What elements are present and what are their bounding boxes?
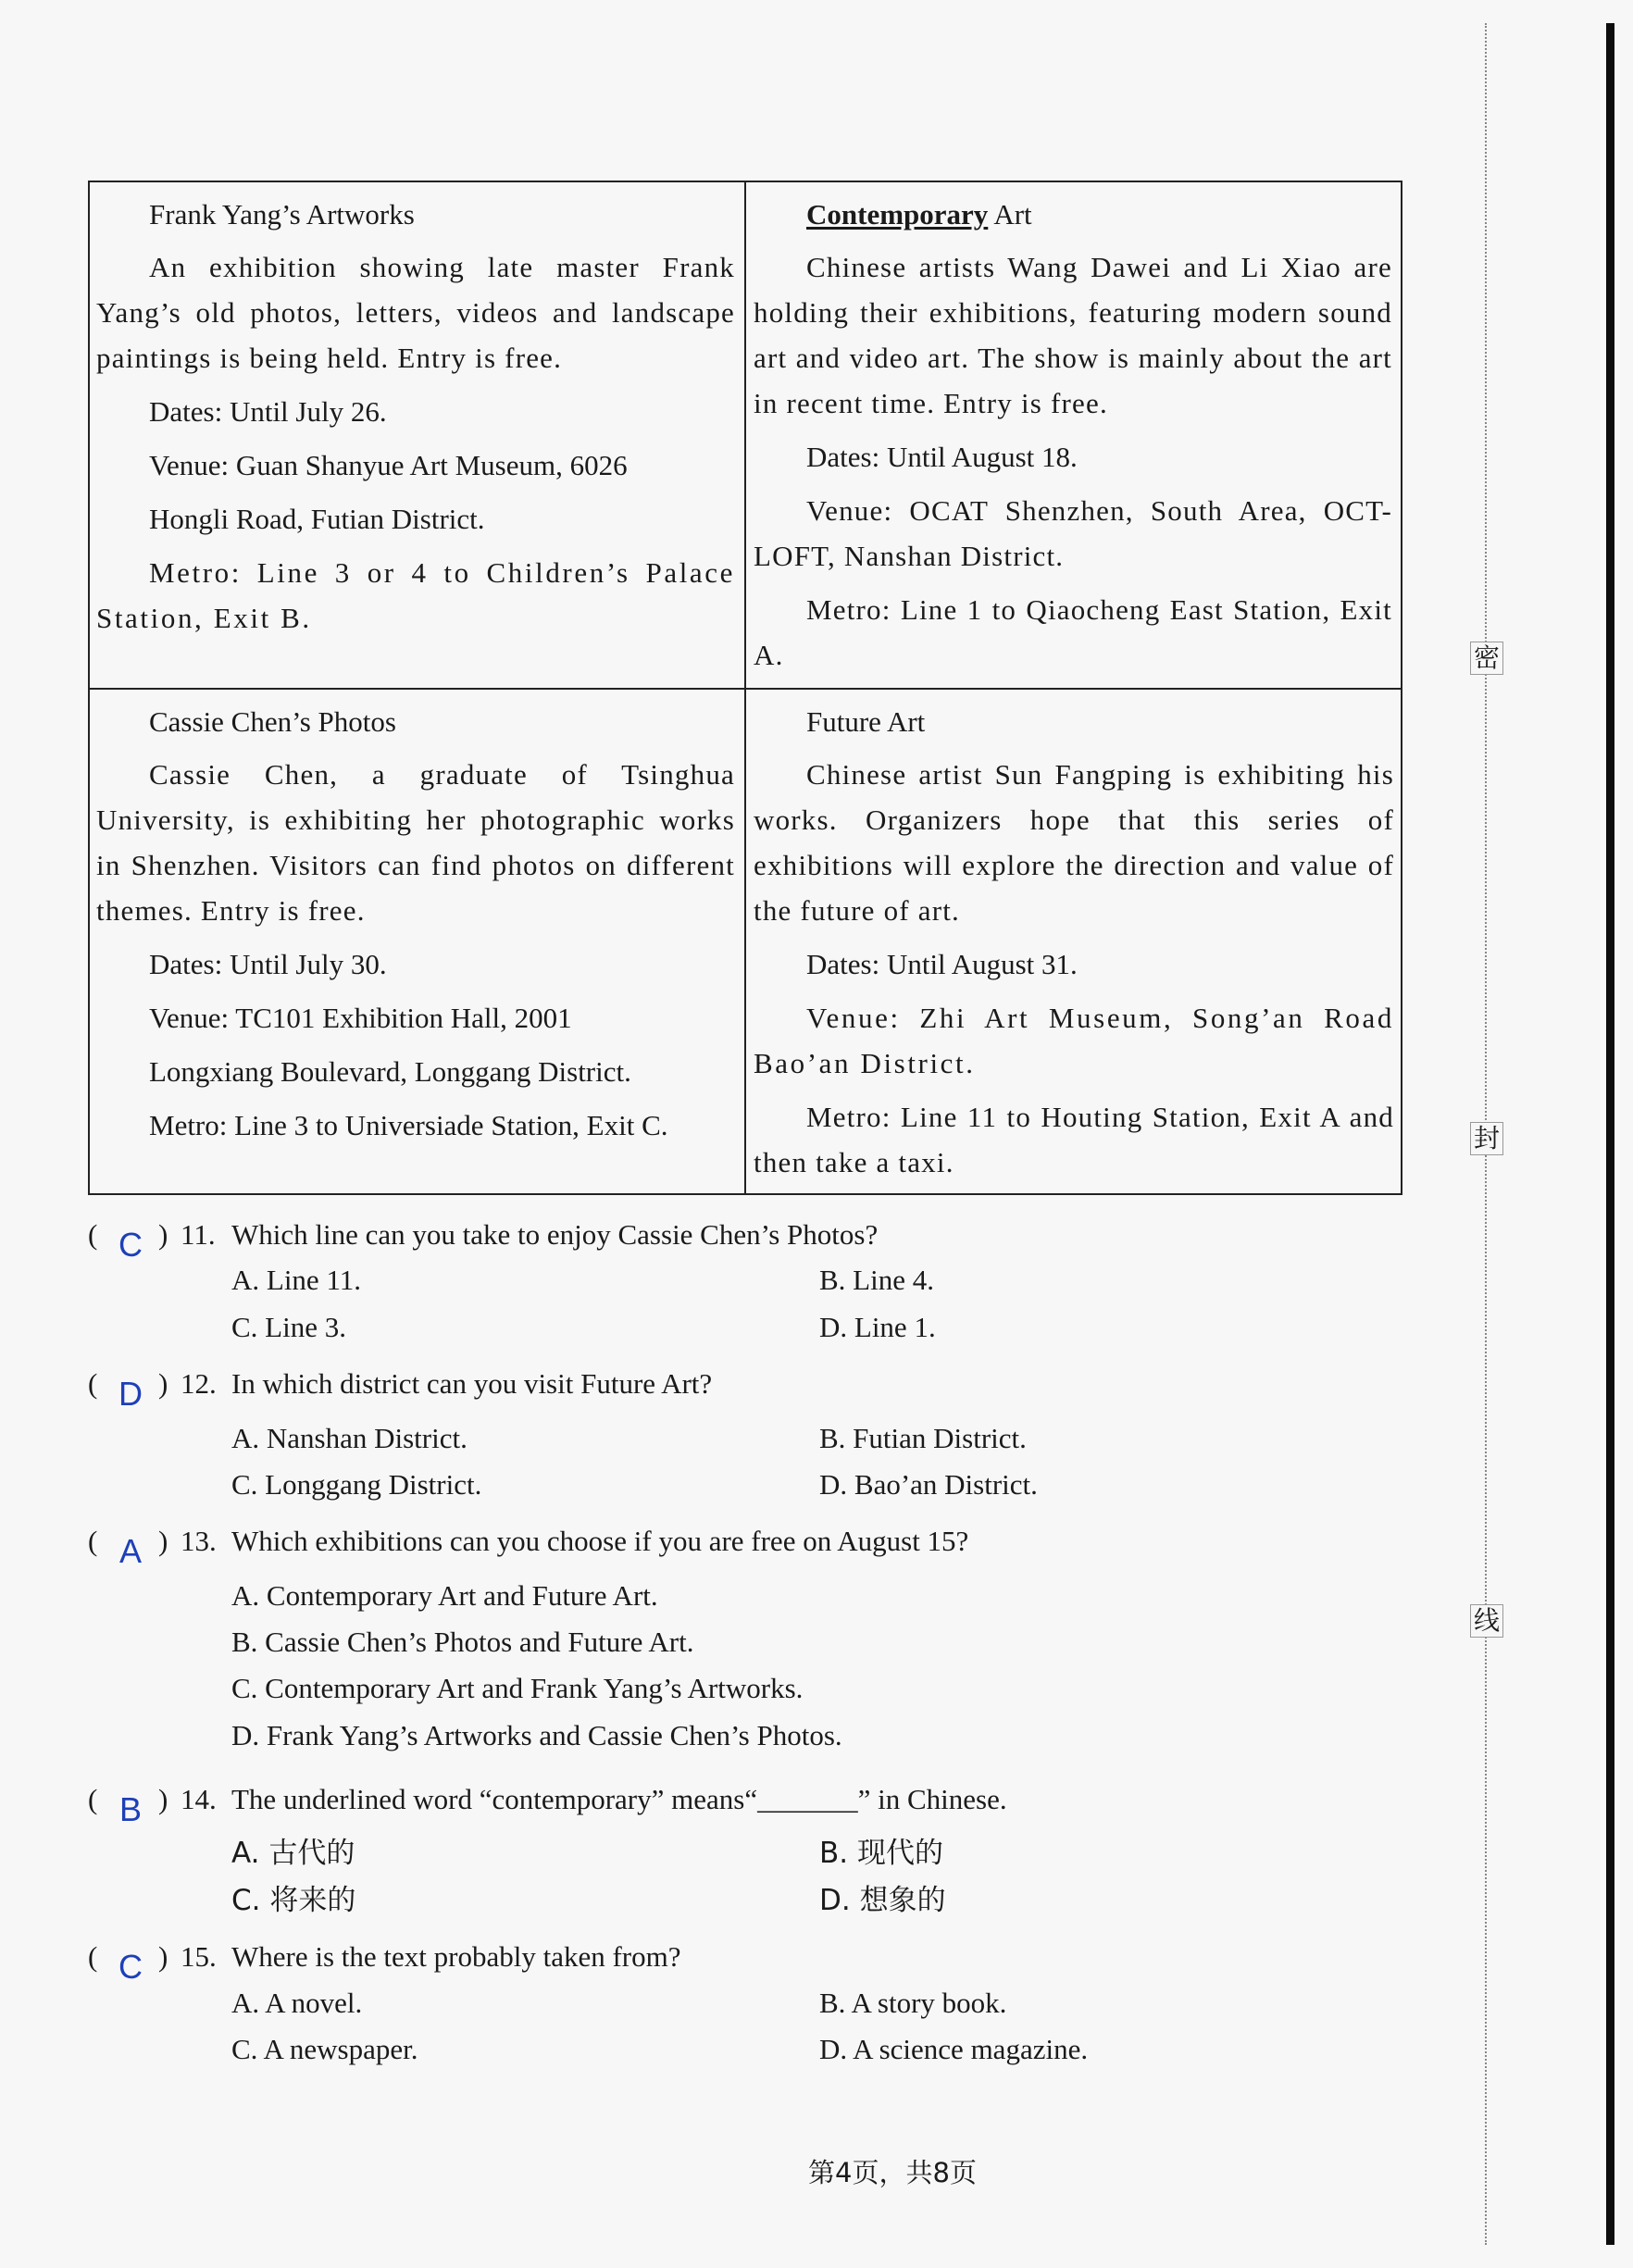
answer-paren-close: ) bbox=[158, 1218, 168, 1251]
exhibition-title: Future Art bbox=[806, 705, 926, 738]
page-number-footer: 第4页，共8页 bbox=[808, 2157, 977, 2188]
option-d: D. 想象的 bbox=[819, 1884, 946, 1917]
seal-mark-xian: 线 bbox=[1470, 1604, 1503, 1638]
question-text: The underlined word “contemporary” means“_______” in Chinese. bbox=[231, 1783, 1007, 1815]
exhibition-description: An exhibition showing late master Frank Yang’s old photos, letters, videos and landscape paintings is being held. Entry is free. bbox=[96, 251, 735, 374]
question-number: 11. bbox=[181, 1218, 216, 1251]
binding-edge-bar bbox=[1606, 23, 1614, 2245]
question-number: 12. bbox=[181, 1367, 217, 1400]
answer-letter: A bbox=[118, 1532, 142, 1570]
question-14 bbox=[88, 1783, 1199, 1828]
exhibition-metro: Metro: Line 3 or 4 to Children’s Palace Station, Exit B. bbox=[96, 556, 735, 634]
option-d: D. Bao’an District. bbox=[819, 1468, 1038, 1501]
answer-letter: C bbox=[118, 1948, 143, 1986]
seal-mark-mi: 密 bbox=[1470, 642, 1503, 675]
exhibition-metro: Metro: Line 1 to Qiaocheng East Station, Exit A. bbox=[754, 593, 1392, 671]
exhibition-dates: Dates: Until August 18. bbox=[806, 441, 1078, 473]
answer-paren-open: ( bbox=[88, 1940, 98, 1973]
answer-paren-open: ( bbox=[88, 1525, 98, 1557]
option-b: B. Futian District. bbox=[819, 1422, 1027, 1454]
exhibition-title: Cassie Chen’s Photos bbox=[149, 705, 396, 738]
exhibition-cassie-chen bbox=[96, 699, 735, 1156]
option-c: C. 将来的 bbox=[231, 1884, 356, 1917]
exhibition-contemporary-art bbox=[754, 192, 1392, 686]
answer-paren-open: ( bbox=[88, 1783, 98, 1815]
question-text: In which district can you visit Future Art? bbox=[231, 1367, 713, 1400]
answer-paren-open: ( bbox=[88, 1367, 98, 1400]
option-a: A. 古代的 bbox=[231, 1837, 355, 1870]
exhibition-metro: Metro: Line 11 to Houting Station, Exit A and then take a taxi. bbox=[754, 1101, 1394, 1178]
option-d: D. Frank Yang’s Artworks and Cassie Chen’s Photos. bbox=[231, 1719, 842, 1751]
question-text: Which line can you take to enjoy Cassie Chen’s Photos? bbox=[231, 1218, 879, 1251]
seal-mark-feng: 封 bbox=[1470, 1122, 1503, 1155]
option-a: A. Contemporary Art and Future Art. bbox=[231, 1579, 658, 1612]
exhibition-description: Cassie Chen, a graduate of Tsinghua University, is exhibiting her photographic works in Shenzhen. Visitors can find photos on different themes. Entry is free. bbox=[96, 758, 735, 927]
option-c: C. Longgang District. bbox=[231, 1468, 482, 1501]
option-b: B. Cassie Chen’s Photos and Future Art. bbox=[231, 1626, 694, 1658]
exhibition-venue-line2: Longxiang Boulevard, Longgang District. bbox=[149, 1055, 631, 1088]
exhibition-venue-line1: Venue: TC101 Exhibition Hall, 2001 bbox=[149, 1002, 572, 1034]
question-11 bbox=[88, 1218, 1199, 1264]
answer-paren-close: ) bbox=[158, 1525, 168, 1557]
exhibition-frank-yang bbox=[96, 192, 735, 649]
question-number: 13. bbox=[181, 1525, 217, 1557]
question-13 bbox=[88, 1525, 1199, 1570]
exhibition-dates: Dates: Until August 31. bbox=[806, 948, 1078, 980]
exhibition-dates: Dates: Until July 26. bbox=[149, 395, 387, 428]
option-a: A. Nanshan District. bbox=[231, 1422, 467, 1454]
option-a: A. A novel. bbox=[231, 1987, 363, 2019]
question-number: 14. bbox=[181, 1783, 217, 1815]
answer-letter: C bbox=[118, 1226, 143, 1264]
exhibition-venue-line2: Hongli Road, Futian District. bbox=[149, 503, 485, 535]
option-b: B. Line 4. bbox=[819, 1264, 934, 1296]
answer-letter: D bbox=[118, 1375, 143, 1413]
exhibition-title-rest: Art bbox=[988, 198, 1032, 231]
option-c: C. Contemporary Art and Frank Yang’s Artworks. bbox=[231, 1672, 804, 1704]
option-b: B. 现代的 bbox=[819, 1837, 943, 1870]
exhibition-venue-line1: Venue: Guan Shanyue Art Museum, 6026 bbox=[149, 449, 628, 481]
answer-paren-close: ) bbox=[158, 1940, 168, 1973]
option-d: D. Line 1. bbox=[819, 1311, 936, 1343]
answer-letter: B bbox=[118, 1790, 142, 1828]
underlined-word-contemporary: Contemporary bbox=[806, 198, 989, 231]
question-12 bbox=[88, 1367, 1199, 1413]
option-b: B. A story book. bbox=[819, 1987, 1007, 2019]
option-d: D. A science magazine. bbox=[819, 2033, 1089, 2065]
exhibition-title: Frank Yang’s Artworks bbox=[149, 198, 415, 231]
table-divider-horizontal bbox=[88, 688, 1402, 690]
answer-paren-open: ( bbox=[88, 1218, 98, 1251]
question-15 bbox=[88, 1940, 1199, 1986]
exhibition-description: Chinese artist Sun Fangping is exhibiting his works. Organizers hope that this series of exhibitions will explore the direction and value of the future of art. bbox=[754, 758, 1394, 927]
option-c: C. A newspaper. bbox=[231, 2033, 418, 2065]
exhibition-dates: Dates: Until July 30. bbox=[149, 948, 387, 980]
exhibition-venue: Venue: OCAT Shenzhen, South Area, OCT-LOFT, Nanshan District. bbox=[754, 494, 1392, 572]
answer-paren-close: ) bbox=[158, 1367, 168, 1400]
question-number: 15. bbox=[181, 1940, 217, 1973]
exhibition-future-art bbox=[754, 699, 1394, 1193]
exhibition-title bbox=[754, 192, 1392, 237]
option-a: A. Line 11. bbox=[231, 1264, 362, 1296]
question-text: Where is the text probably taken from? bbox=[231, 1940, 681, 1973]
exhibition-metro: Metro: Line 3 to Universiade Station, Exit C. bbox=[149, 1109, 668, 1141]
exhibition-description: Chinese artists Wang Dawei and Li Xiao are holding their exhibitions, featuring modern sound art and video art. The show is mainly about the art in recent time. Entry is free. bbox=[754, 251, 1392, 419]
question-text: Which exhibitions can you choose if you are free on August 15? bbox=[231, 1525, 969, 1557]
answer-paren-close: ) bbox=[158, 1783, 168, 1815]
exhibition-venue: Venue: Zhi Art Museum, Song’an Road Bao’an District. bbox=[754, 1002, 1394, 1079]
option-c: C. Line 3. bbox=[231, 1311, 346, 1343]
